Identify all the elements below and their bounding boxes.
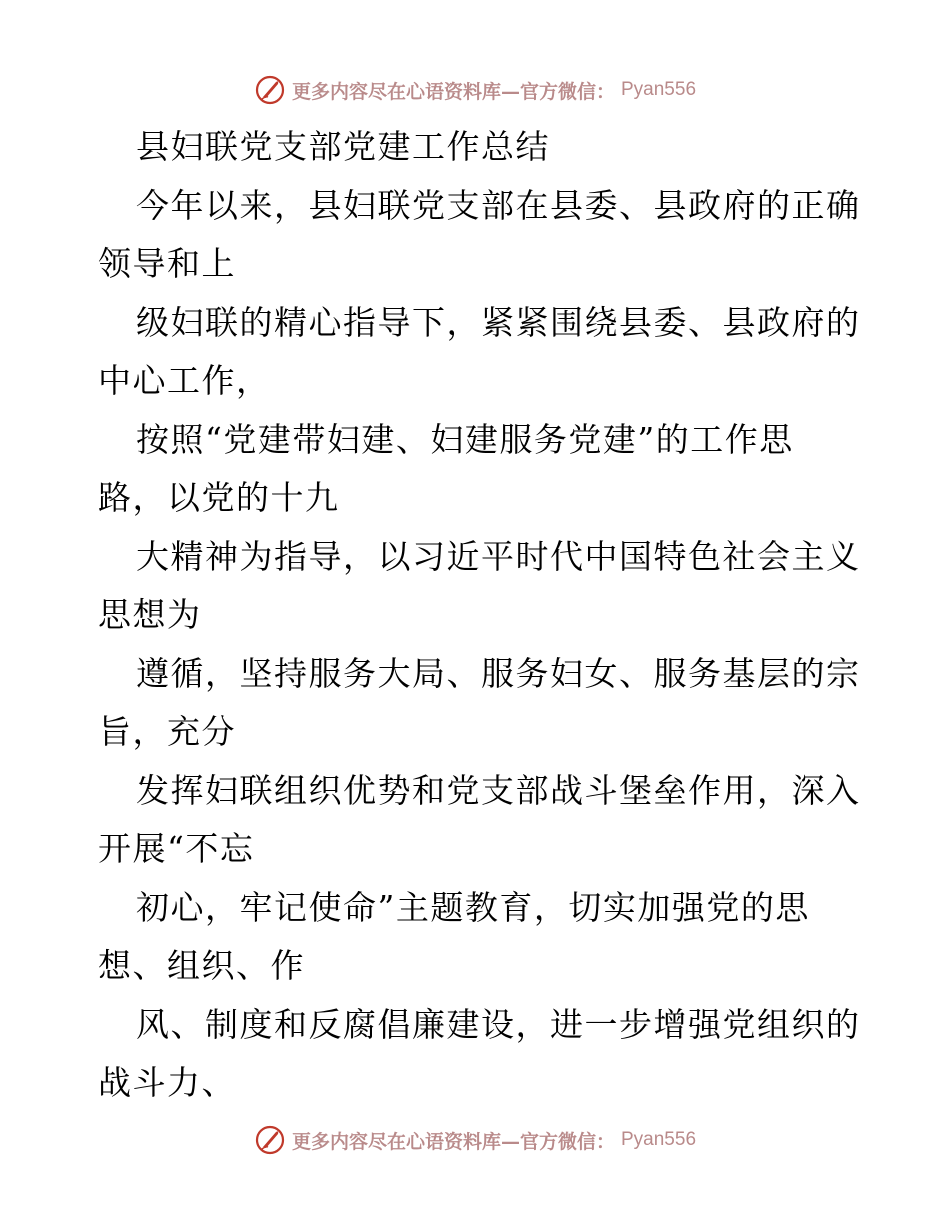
paragraph-line: 遵循，坚持服务大局、服务妇女、服务基层的宗 bbox=[136, 654, 861, 693]
quill-logo-icon bbox=[254, 74, 286, 106]
footer-banner-handle: Pyan556 bbox=[621, 1129, 697, 1150]
paragraph-line: 大精神为指导，以习近平时代中国特色社会主义 bbox=[136, 537, 861, 576]
paragraph-line: 风、制度和反腐倡廉建设，进一步增强党组织的 bbox=[136, 1005, 861, 1044]
paragraph-line: 中心工作， bbox=[98, 361, 271, 400]
quill-logo-icon bbox=[254, 1124, 286, 1156]
header-banner-handle: Pyan556 bbox=[621, 79, 697, 100]
footer-banner-text: 更多内容尽在心语资料库—官方微信： bbox=[291, 1130, 615, 1153]
header-banner bbox=[0, 70, 950, 110]
paragraph-line: 战斗力、 bbox=[98, 1063, 236, 1102]
paragraph-line: 级妇联的精心指导下，紧紧围绕县委、县政府的 bbox=[136, 303, 861, 342]
paragraph-line: 开展“不忘 bbox=[98, 829, 255, 868]
header-banner-text: 更多内容尽在心语资料库—官方微信： bbox=[291, 80, 615, 103]
paragraph-line: 思想为 bbox=[98, 595, 202, 634]
paragraph-line: 初心，牢记使命”主题教育，切实加强党的思 bbox=[136, 888, 810, 927]
paragraph-line: 领导和上 bbox=[98, 244, 236, 283]
paragraph-line: 按照“党建带妇建、妇建服务党建”的工作思 bbox=[136, 420, 794, 459]
paragraph-line: 发挥妇联组织优势和党支部战斗堡垒作用，深入 bbox=[136, 771, 861, 810]
footer-banner bbox=[0, 1120, 950, 1160]
paragraph-line: 旨，充分 bbox=[98, 712, 236, 751]
document-title: 县妇联党支部党建工作总结 bbox=[136, 127, 550, 166]
paragraph-line: 想、组织、作 bbox=[98, 946, 305, 985]
paragraph-line: 今年以来，县妇联党支部在县委、县政府的正确 bbox=[136, 186, 861, 225]
paragraph-line: 路，以党的十九 bbox=[98, 478, 340, 517]
